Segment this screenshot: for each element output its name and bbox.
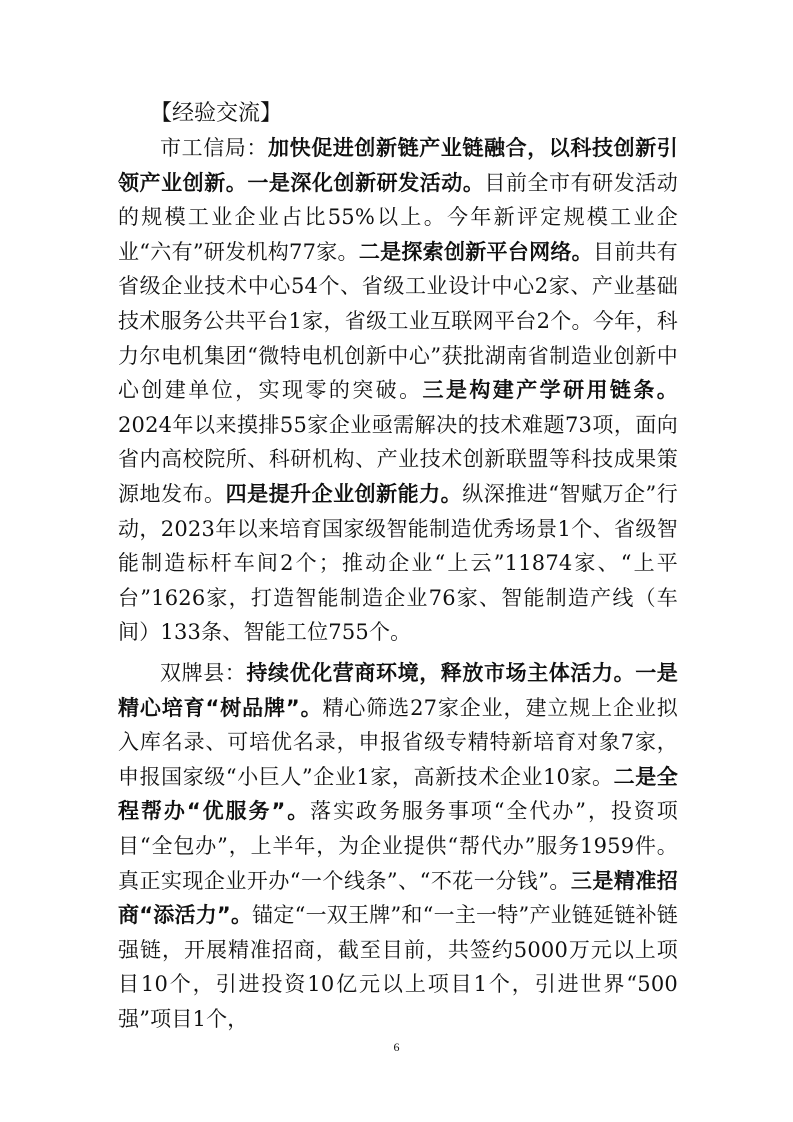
segment: 加快促进创新链产业链融合，以科技创新引领产业创新。 xyxy=(118,136,678,195)
segment: 三是构建产学研用链条。 xyxy=(422,378,678,403)
segment: 二是探索创新平台网络。 xyxy=(358,239,593,264)
segment: 锚定“一双王牌”和“一主一特”产业链延链补链强链，开展精准招商，截至目前，共签约5000万元以上项目10个，引进投资10亿元以上项目1个，引进世界“500强”项目1个， xyxy=(118,903,678,1031)
segment: 四是提升企业创新能力。 xyxy=(225,481,463,506)
segment: 市工信局： xyxy=(160,136,268,160)
segment: 一是精心培育“树品牌”。 xyxy=(118,661,678,720)
segment: 2024年以来摸排55家企业亟需解决的技术难题73项，面向省内高校院所、科研机构、产业技术创新联盟等科技成果策源地发布。 xyxy=(118,412,678,506)
segment: 三是精准招商“添活力”。 xyxy=(118,868,678,928)
segment: 双牌县： xyxy=(160,661,247,685)
paragraph-shuangpai-county xyxy=(118,656,678,1037)
segment: 持续优化营商环境，释放市场主体活力。 xyxy=(246,661,636,685)
segment: 纵深推进“智赋万企”行动，2023年以来培育国家级智能制造优秀场景1个、省级智能制造标杆车间2个；推动企业“上云”11874家、“上平台”1626家，打造智能制造企业76家、智能制造产线（车间）133条、智能工位755个。 xyxy=(118,481,678,645)
segment: 精心筛选27家企业，建立规上企业拟入库名录、可培优名录，申报省级专精特新培育对象7家，申报国家级“小巨人”企业1家，高新技术企业10家。 xyxy=(118,695,678,789)
section-tag: 【经验交流】 xyxy=(150,101,283,126)
segment: 二是全程帮办“优服务”。 xyxy=(118,764,678,824)
segment: 目前共有省级企业技术中心54个、省级工业设计中心2家、产业基础技术服务公共平台1家，省级工业互联网平台2个。今年，科力尔电机集团“微特电机创新中心”获批湖南省制造业创新中心创建单位，实现零的突破。 xyxy=(118,239,678,403)
segment: 落实政务服务事项“全代办”，投资项目“全包办”，上半年，为企业提供“帮代办”服务1959件。真正实现企业开办“一个线条”、“不花一分钱”。 xyxy=(118,799,679,893)
segment: 一是深化创新研发活动。 xyxy=(247,170,485,195)
page-number: 6 xyxy=(393,1040,400,1054)
paragraph-city-industry-bureau xyxy=(118,131,678,650)
segment: 目前全市有研发活动的规模工业企业占比55%以上。今年新评定规模工业企业“六有”研发机构77家。 xyxy=(118,170,678,264)
